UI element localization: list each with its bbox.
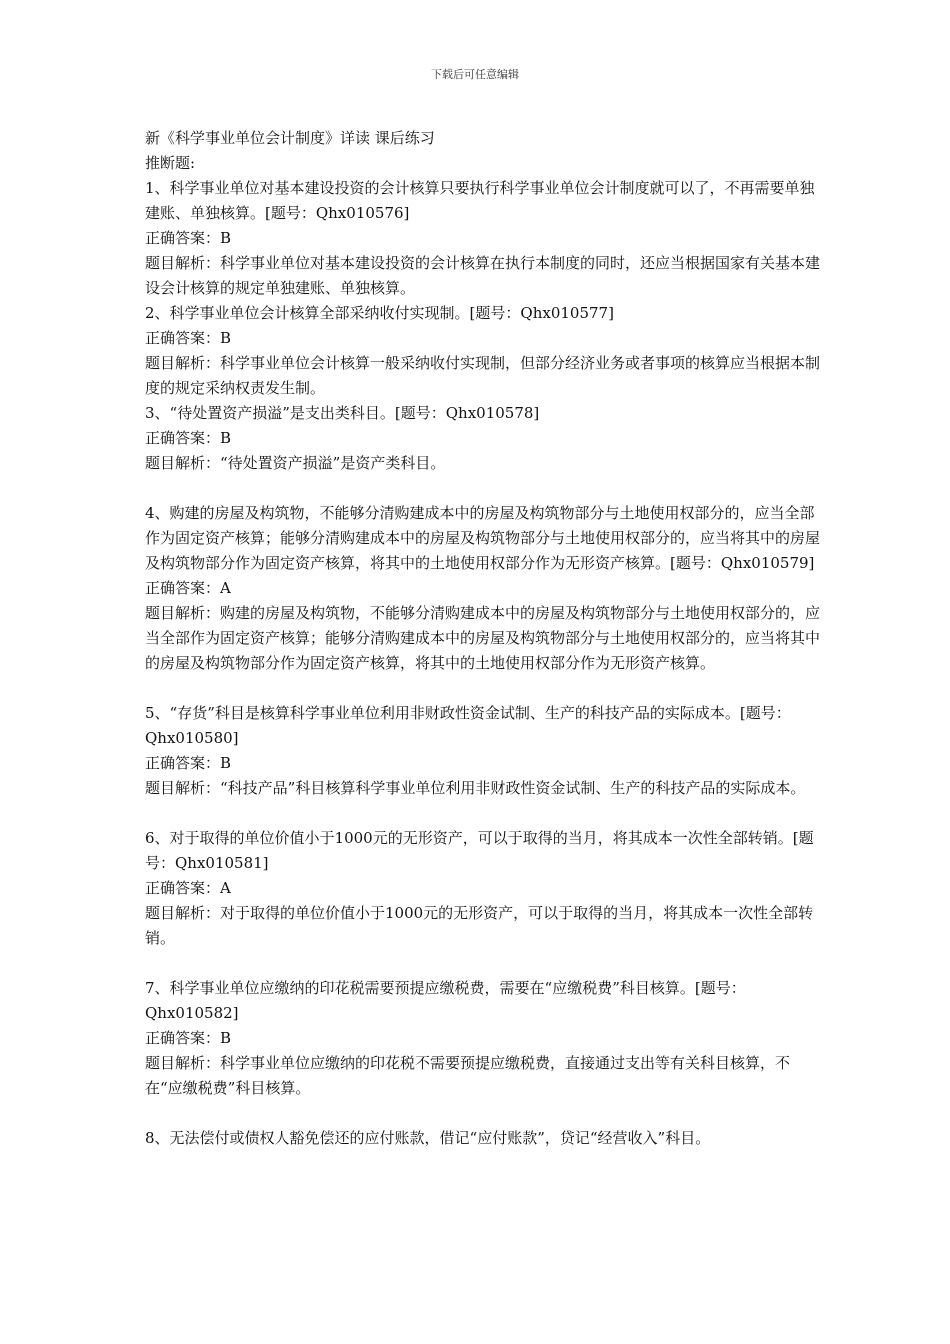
correct-answer: 正确答案：B	[145, 329, 232, 347]
section-label: 推断题:	[145, 154, 196, 172]
question-text: 3、“待处置资产损溢”是支出类科目。[题号：Qhx010578]	[145, 404, 540, 422]
answer-analysis: 题目解析：购建的房屋及构筑物，不能够分清购建成本中的房屋及构筑物部分与土地使用权部分的，应当全部作为固定资产核算；能够分清购建成本中的房屋及构筑物部分与土地使用权部分的，应当将其中的房屋及构筑物部分作为固定资产核算，将其中的土地使用权部分作为无形资产核算。	[145, 604, 821, 672]
blank-line	[145, 801, 825, 826]
question-text: 1、科学事业单位对基本建设投资的会计核算只要执行科学事业单位会计制度就可以了，不再需要单独建账、单独核算。[题号：Qhx010576]	[145, 179, 815, 222]
document-title: 新《科学事业单位会计制度》详读 课后练习	[145, 129, 435, 147]
correct-answer: 正确答案：A	[145, 579, 231, 597]
correct-answer: 正确答案：B	[145, 754, 232, 772]
blank-line	[145, 476, 825, 501]
question-block-6	[145, 826, 825, 951]
question-block-4	[145, 501, 825, 676]
document-body	[145, 126, 825, 1151]
correct-answer: 正确答案：A	[145, 879, 231, 897]
answer-analysis: 题目解析：科学事业单位会计核算一般采纳收付实现制，但部分经济业务或者事项的核算应当根据本制度的规定采纳权责发生制。	[145, 354, 821, 397]
question-text: 2、科学事业单位会计核算全部采纳收付实现制。[题号：Qhx010577]	[145, 304, 614, 322]
answer-analysis: 题目解析：科学事业单位对基本建设投资的会计核算在执行本制度的同时，还应当根据国家有关基本建设会计核算的规定单独建账、单独核算。	[145, 254, 821, 297]
blank-line	[145, 1101, 825, 1126]
blank-line	[145, 676, 825, 701]
question-text-8: 8、无法偿付或债权人豁免偿还的应付账款，借记“应付账款”，贷记“经营收入”科目。	[145, 1129, 711, 1147]
question-block-1	[145, 176, 825, 301]
question-text: 7、科学事业单位应缴纳的印花税需要预提应缴税费，需要在“应缴税费”科目核算。[题号：Qhx010582]	[145, 979, 746, 1022]
blank-line	[145, 951, 825, 976]
question-block-3	[145, 401, 825, 476]
answer-analysis: 题目解析：科学事业单位应缴纳的印花税不需要预提应缴税费，直接通过支出等有关科目核算，不在“应缴税费”科目核算。	[145, 1054, 791, 1097]
question-block-5	[145, 701, 825, 801]
question-block-2	[145, 301, 825, 401]
question-block-7	[145, 976, 825, 1101]
answer-analysis: 题目解析：“科技产品”科目核算科学事业单位利用非财政性资金试制、生产的科技产品的实际成本。	[145, 779, 806, 797]
answer-analysis: 题目解析：“待处置资产损溢”是资产类科目。	[145, 454, 446, 472]
answer-analysis: 题目解析：对于取得的单位价值小于1000元的无形资产，可以于取得的当月，将其成本一次性全部转销。	[145, 904, 814, 947]
correct-answer: 正确答案：B	[145, 429, 232, 447]
question-text: 4、购建的房屋及构筑物，不能够分清购建成本中的房屋及构筑物部分与土地使用权部分的，应当全部作为固定资产核算；能够分清购建成本中的房屋及构筑物部分与土地使用权部分的，应当将其中的房屋及构筑物部分作为固定资产核算，将其中的土地使用权部分作为无形资产核算。[题号：Qhx010579]	[145, 504, 821, 572]
page-header: 下载后可任意编辑	[431, 68, 519, 81]
question-text: 6、对于取得的单位价值小于1000元的无形资产，可以于取得的当月，将其成本一次性全部转销。[题号：Qhx010581]	[145, 829, 814, 872]
question-text: 5、“存货”科目是核算科学事业单位利用非财政性资金试制、生产的科技产品的实际成本。[题号：Qhx010580]	[145, 704, 791, 747]
correct-answer: 正确答案：B	[145, 229, 232, 247]
correct-answer: 正确答案：B	[145, 1029, 232, 1047]
